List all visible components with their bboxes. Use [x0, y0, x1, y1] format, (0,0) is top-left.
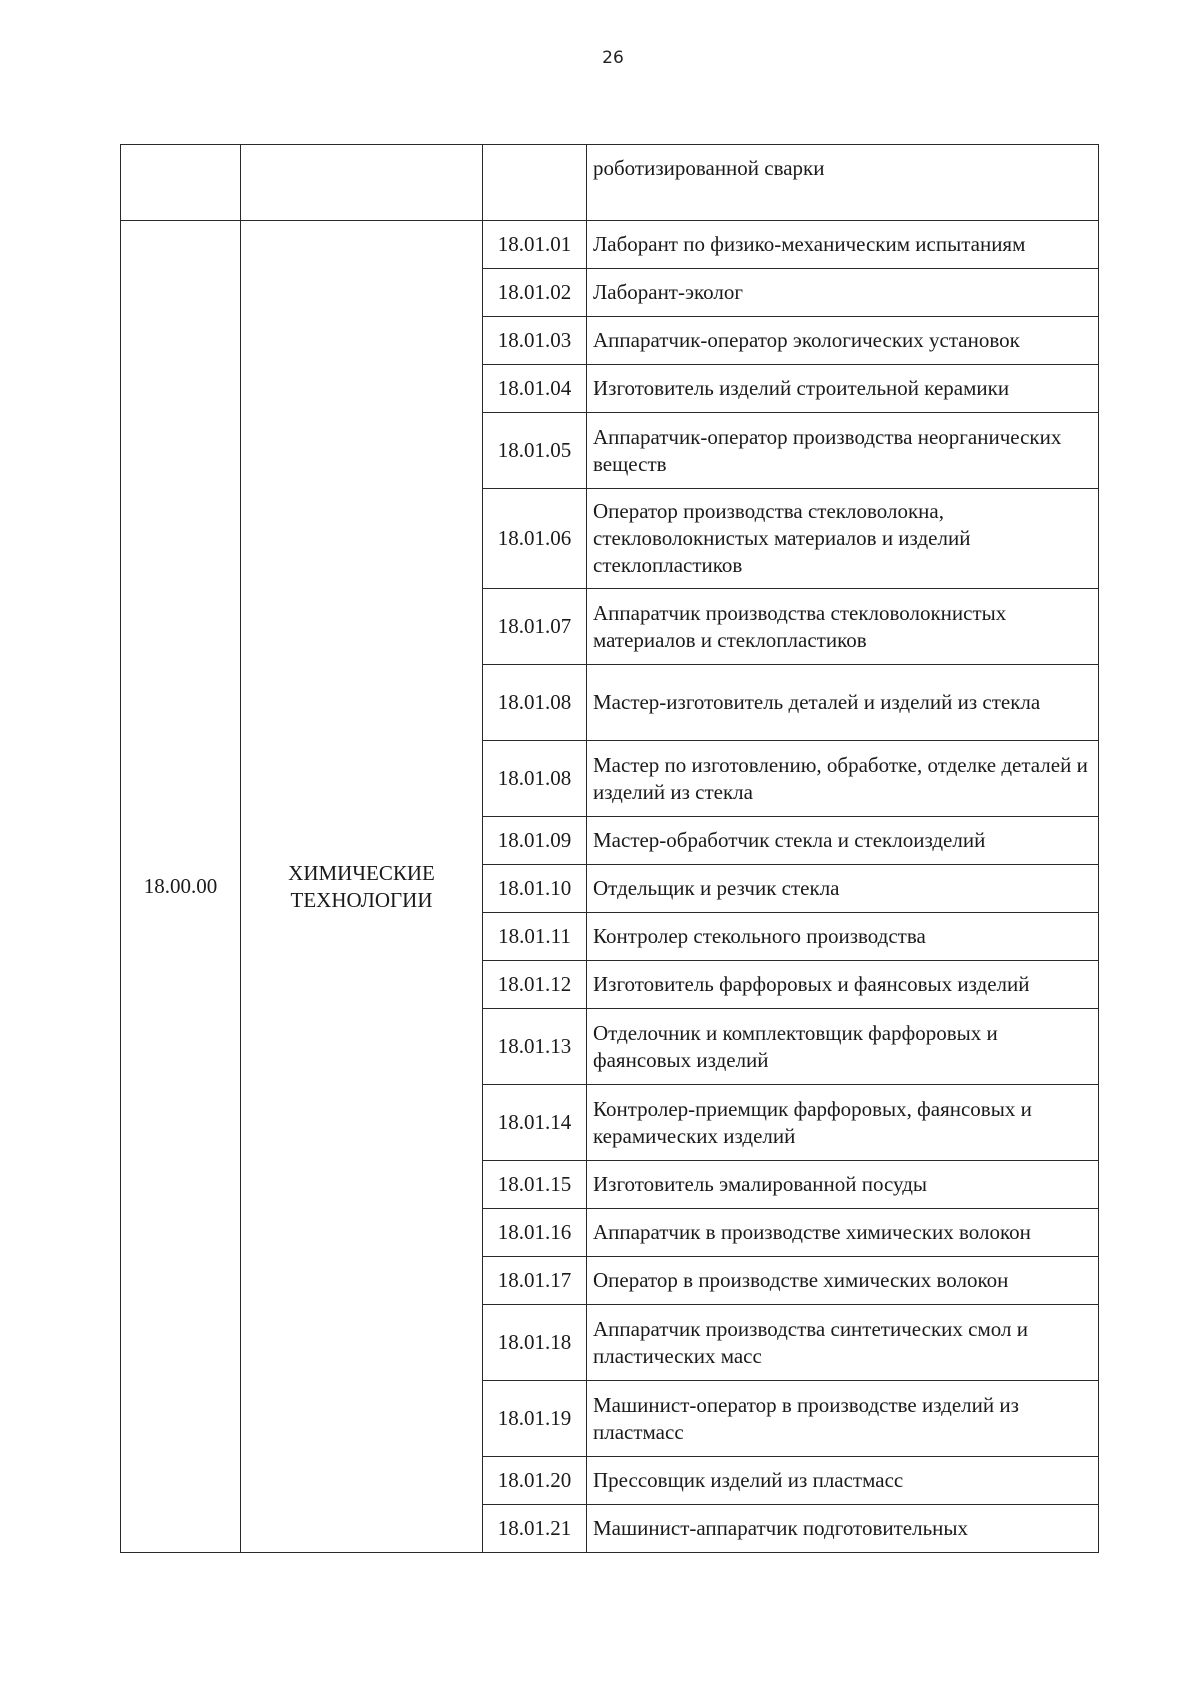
- row-title: Изготовитель фарфоровых и фаянсовых изделий: [587, 961, 1099, 1009]
- empty-cell: [121, 145, 241, 221]
- row-title: Отделочник и комплектовщик фарфоровых и фаянсовых изделий: [587, 1009, 1099, 1085]
- row-code: 18.01.21: [483, 1505, 587, 1553]
- row-title: Мастер-обработчик стекла и стеклоизделий: [587, 817, 1099, 865]
- row-code: 18.01.12: [483, 961, 587, 1009]
- row-title: Аппаратчик производства синтетических смол и пластических масс: [587, 1305, 1099, 1381]
- row-title: Машинист-аппаратчик подготовительных: [587, 1505, 1099, 1553]
- row-code: 18.01.01: [483, 221, 587, 269]
- group-name-line2: ТЕХНОЛОГИИ: [290, 887, 433, 912]
- table-row: [121, 221, 1099, 269]
- row-code: 18.01.14: [483, 1085, 587, 1161]
- continuation-row: [121, 145, 1099, 221]
- row-code: 18.01.08: [483, 741, 587, 817]
- continuation-title: роботизированной сварки: [587, 145, 1099, 221]
- row-title: Отдельщик и резчик стекла: [587, 865, 1099, 913]
- empty-cell: [241, 145, 483, 221]
- row-title: Лаборант-эколог: [587, 269, 1099, 317]
- row-title: Аппаратчик-оператор экологических установок: [587, 317, 1099, 365]
- row-code: 18.01.04: [483, 365, 587, 413]
- row-title: Контролер-приемщик фарфоровых, фаянсовых и керамических изделий: [587, 1085, 1099, 1161]
- specialties-table: [120, 144, 1099, 1553]
- row-title: Аппаратчик производства стекловолокнистых материалов и стеклопластиков: [587, 589, 1099, 665]
- row-code: 18.01.16: [483, 1209, 587, 1257]
- group-name: [241, 221, 483, 1553]
- group-name-line1: ХИМИЧЕСКИЕ: [288, 860, 435, 885]
- row-code: 18.01.07: [483, 589, 587, 665]
- row-title: Лаборант по физико-механическим испытаниям: [587, 221, 1099, 269]
- empty-cell: [483, 145, 587, 221]
- row-code: 18.01.17: [483, 1257, 587, 1305]
- row-title: Оператор производства стекловолокна, стекловолокнистых материалов и изделий стеклопластиков: [587, 489, 1099, 589]
- row-code: 18.01.02: [483, 269, 587, 317]
- row-title: Аппаратчик-оператор производства неорганических веществ: [587, 413, 1099, 489]
- row-code: 18.01.10: [483, 865, 587, 913]
- row-code: 18.01.20: [483, 1457, 587, 1505]
- row-code: 18.01.19: [483, 1381, 587, 1457]
- group-code: 18.00.00: [121, 221, 241, 1553]
- row-title: Оператор в производстве химических волокон: [587, 1257, 1099, 1305]
- row-code: 18.01.08: [483, 665, 587, 741]
- row-title: Контролер стекольного производства: [587, 913, 1099, 961]
- row-title: Мастер-изготовитель деталей и изделий из стекла: [587, 665, 1099, 741]
- row-title: Изготовитель эмалированной посуды: [587, 1161, 1099, 1209]
- row-code: 18.01.06: [483, 489, 587, 589]
- row-title: Аппаратчик в производстве химических волокон: [587, 1209, 1099, 1257]
- row-code: 18.01.15: [483, 1161, 587, 1209]
- row-code: 18.01.11: [483, 913, 587, 961]
- row-title: Прессовщик изделий из пластмасс: [587, 1457, 1099, 1505]
- row-title: Изготовитель изделий строительной керамики: [587, 365, 1099, 413]
- page-number: 26: [602, 48, 624, 68]
- row-code: 18.01.05: [483, 413, 587, 489]
- row-code: 18.01.09: [483, 817, 587, 865]
- row-code: 18.01.13: [483, 1009, 587, 1085]
- row-code: 18.01.03: [483, 317, 587, 365]
- row-title: Мастер по изготовлению, обработке, отделке деталей и изделий из стекла: [587, 741, 1099, 817]
- row-code: 18.01.18: [483, 1305, 587, 1381]
- row-title: Машинист-оператор в производстве изделий из пластмасс: [587, 1381, 1099, 1457]
